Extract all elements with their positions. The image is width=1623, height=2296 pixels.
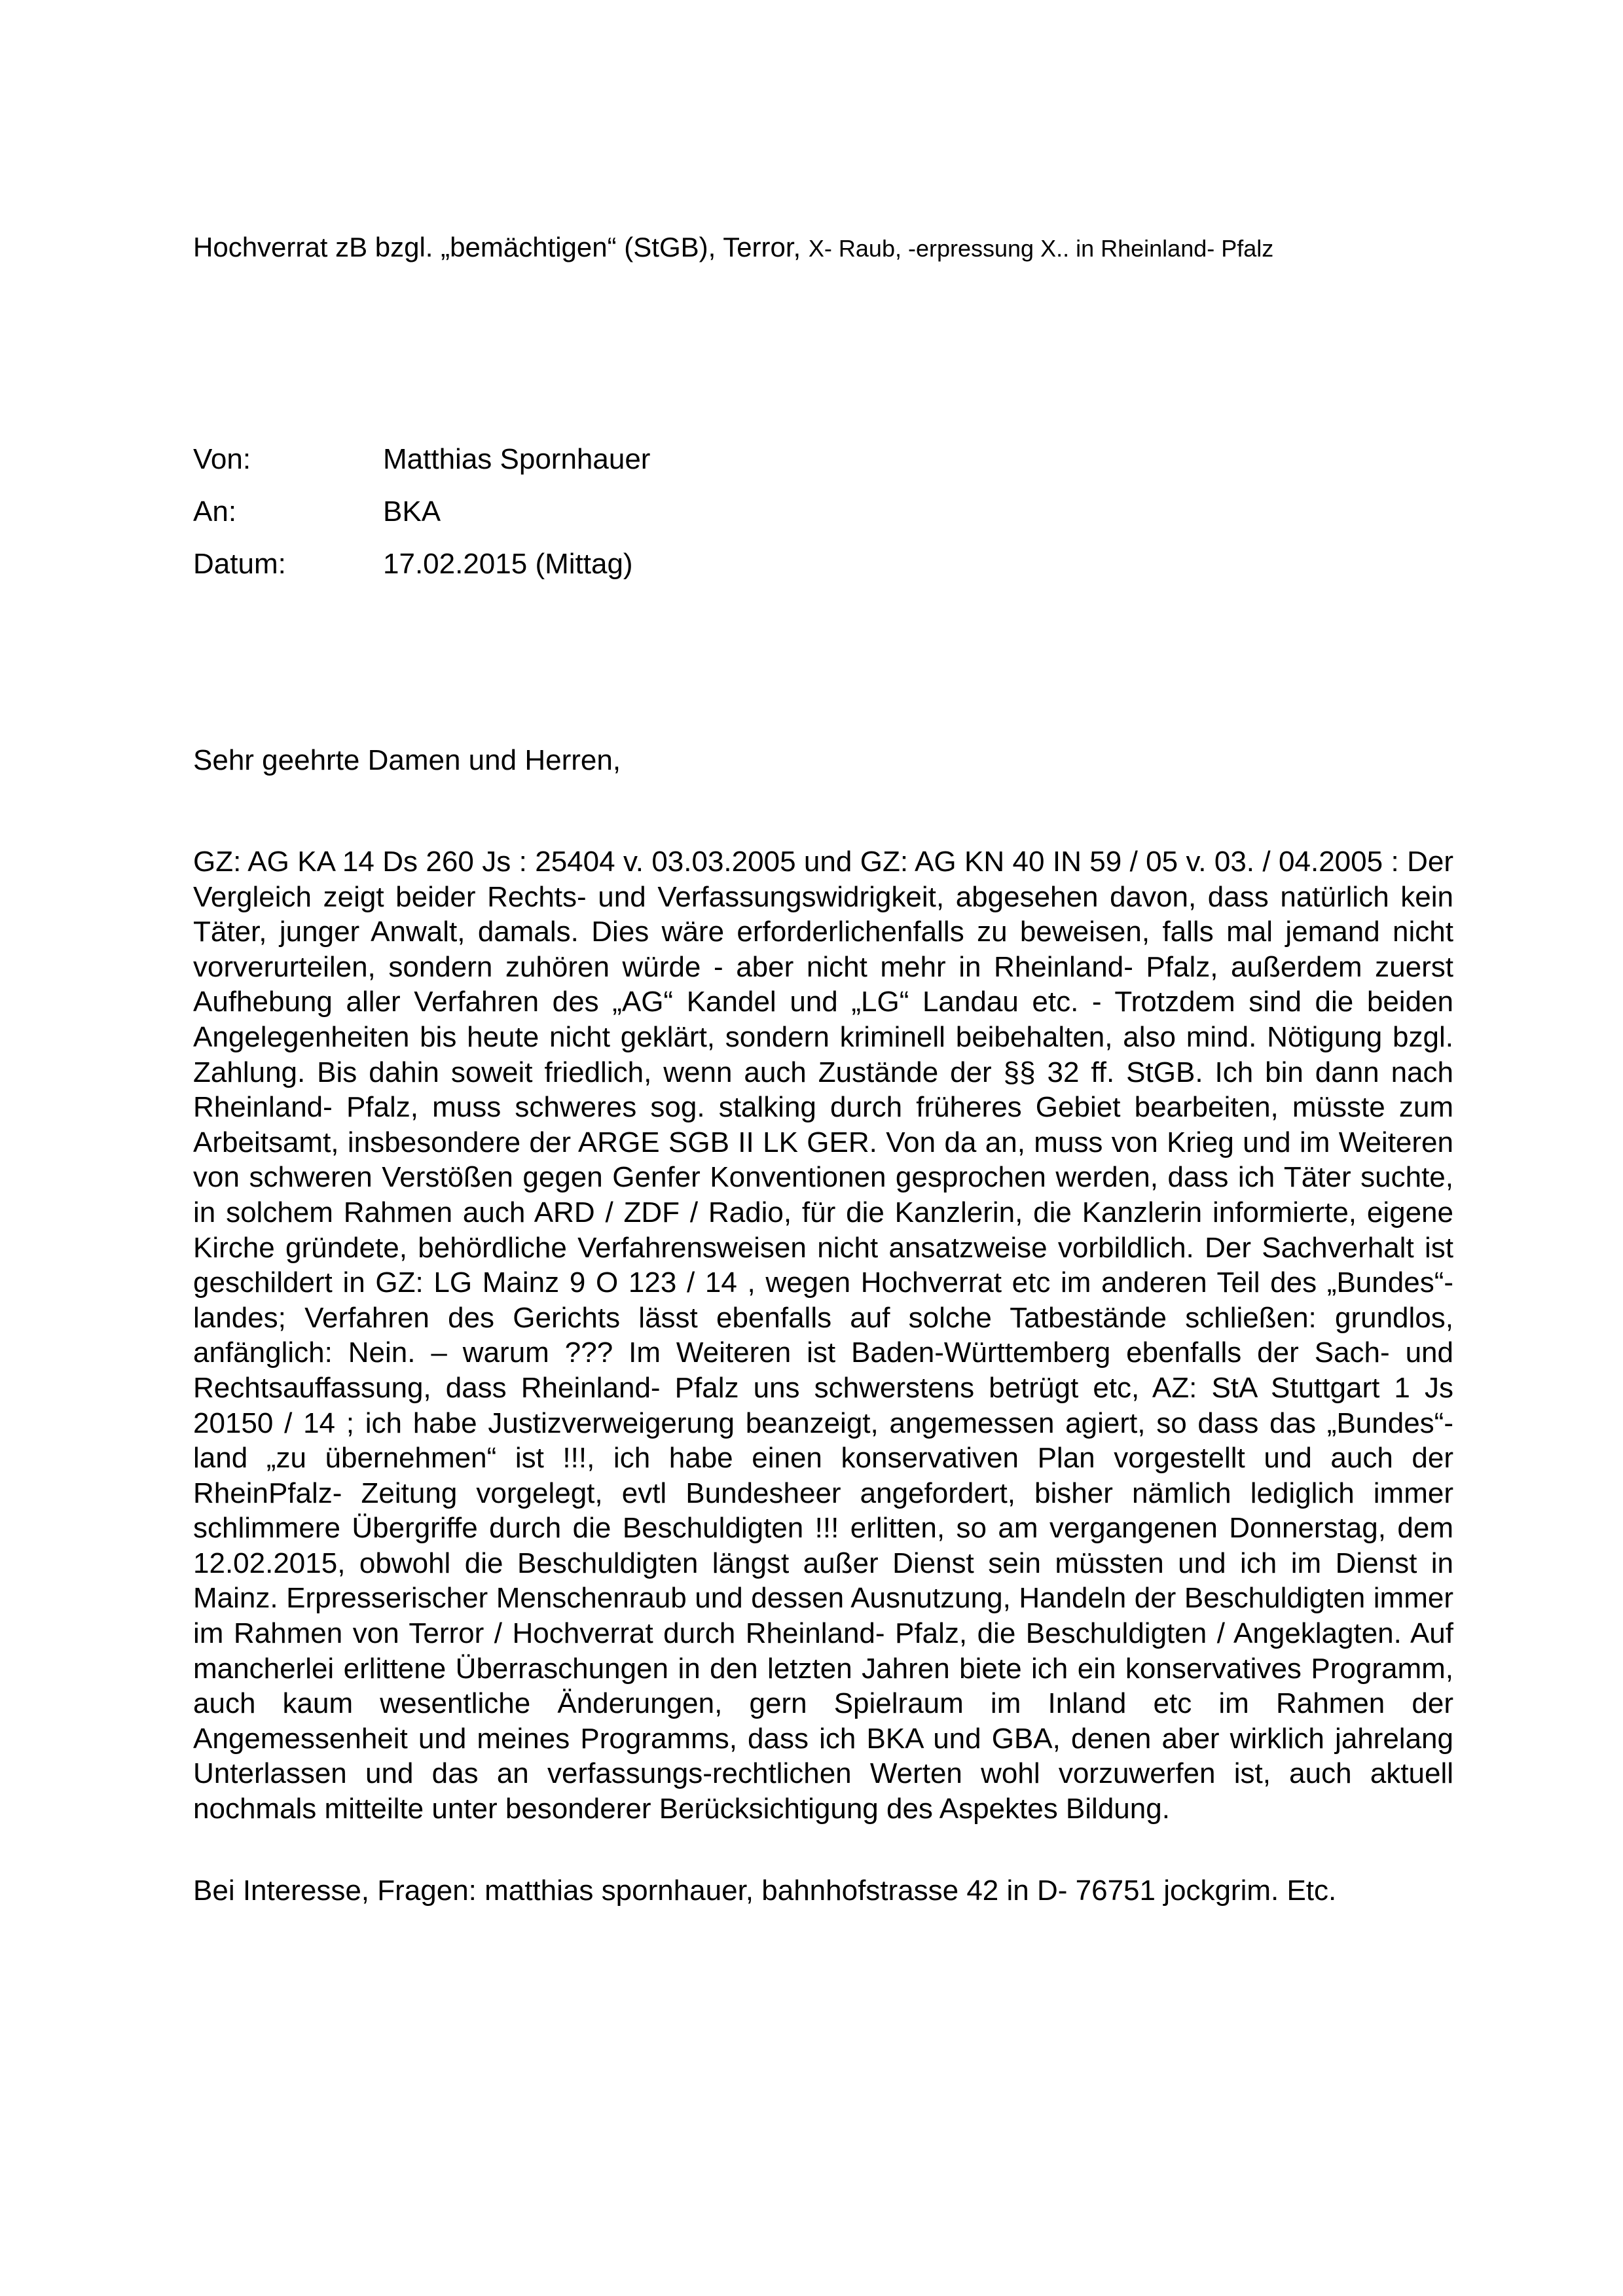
letter-header [193, 433, 650, 590]
from-row [193, 433, 650, 486]
to-value: BKA [383, 495, 441, 528]
closing-line: Bei Interesse, Fragen: matthias spornhauer, bahnhofstrasse 42 in D- 76751 jockgrim. Etc. [193, 1874, 1337, 1907]
subject-line [193, 230, 1273, 266]
from-label: Von: [193, 443, 251, 475]
salutation: Sehr geehrte Damen und Herren, [193, 744, 621, 776]
to-label: An: [193, 495, 237, 528]
body-paragraph: GZ: AG KA 14 Ds 260 Js : 25404 v. 03.03.2005 und GZ: AG KN 40 IN 59 / 05 v. 03. / 04.2005 : Der Vergleich zeigt beider Rechts- und Verfassungswidrigkeit, abgesehen davon, dass natürlich kein Täter, junger Anwalt, damals. Dies wäre erforderlichenfalls zu beweisen, falls mal jemand nicht vorverurteilen, sondern zuhören würde - aber nicht mehr in Rheinland- Pfalz, außerdem zuerst Aufhebung aller Verfahren des „AG“ Kandel und „LG“ Landau etc. - Trotzdem sind die beiden Angelegenheiten bis heute nicht geklärt, sondern kriminell beibehalten, also mind. Nötigung bzgl. Zahlung. Bis dahin soweit friedlich, wenn auch Zustände der §§ 32 ff. StGB. Ich bin dann nach Rheinland- Pfalz, muss schweres sog. stalking durch früheres Gebiet bearbeiten, müsste zum Arbeitsamt, insbesondere der ARGE SGB II LK GER. Von da an, muss von Krieg und im Weiteren von schweren Verstößen gegen Genfer Konventionen gesprochen werden, dass ich Täter suchte, in solchem Rahmen auch ARD / ZDF / Radio, für die Kanzlerin, die Kanzlerin informierte, eigene Kirche gründete, behördliche Verfahrensweisen nicht ansatzweise vorbildlich. Der Sachverhalt ist geschildert in GZ: LG Mainz 9 O 123 / 14 , wegen Hochverrat etc im anderen Teil des „Bundes“-landes; Verfahren des Gerichts lässt ebenfalls auf solche Tatbestände schließen: grundlos, anfänglich: Nein. – warum ??? Im Weiteren ist Baden-Württemberg ebenfalls der Sach- und Rechtsauffassung, dass Rheinland- Pfalz uns schwerstens betrügt etc, AZ: StA Stuttgart 1 Js 20150 / 14 ; ich habe Justizverweigerung beanzeigt, angemessen agiert, so dass das „Bundes“-land „zu übernehmen“ ist !!!, ich habe einen konservativen Plan vorgestellt und auch der RheinPfalz- Zeitung vorgelegt, evtl Bundesheer angefordert, bisher nämlich lediglich immer schlimmere Übergriffe durch die Beschuldigten !!! erlitten, so am vergangenen Donnerstag, dem 12.02.2015, obwohl die Beschuldigten längst außer Dienst sein müssten und ich im Dienst in Mainz. Erpresserischer Menschenraub und dessen Ausnutzung, Handeln der Beschuldigten immer im Rahmen von Terror / Hochverrat durch Rheinland- Pfalz, die Beschuldigten / Angeklagten. Auf mancherlei erlittene Überraschungen in den letzten Jahren biete ich ein konservatives Programm, auch kaum wesentliche Änderungen, gern Spielraum im Inland etc im Rahmen der Angemessenheit und meines Programms, dass ich BKA und GBA, denen aber wirklich jahrelang Unterlassen und das an verfassungs-rechtlichen Werten wohl vorzuwerfen ist, auch aktuell nochmals mitteilte unter besonderer Berücksichtigung des Aspektes Bildung. [193, 846, 1453, 1825]
from-value: Matthias Spornhauer [383, 443, 651, 475]
to-row [193, 486, 650, 538]
date-value: 17.02.2015 (Mittag) [383, 548, 633, 580]
date-row [193, 538, 650, 590]
subject-main: Hochverrat zB bzgl. „bemächtigen“ (StGB), Terror, [193, 232, 809, 262]
date-label: Datum: [193, 548, 286, 580]
subject-small: X- Raub, -erpressung X.. in Rheinland- Pfalz [808, 235, 1274, 262]
